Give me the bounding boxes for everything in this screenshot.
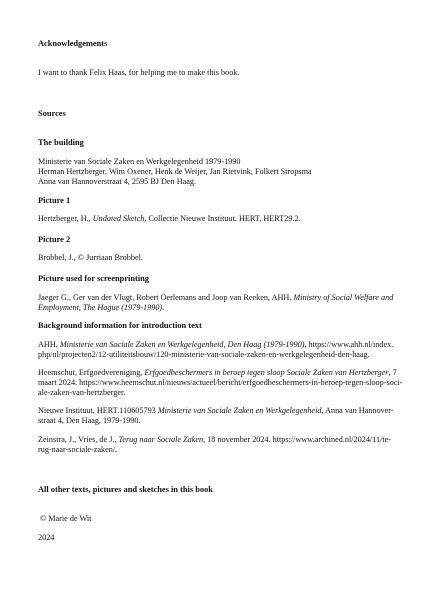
sources-heading: Sources xyxy=(38,109,66,118)
screenprint-credit xyxy=(38,293,394,313)
other-credits-heading: All other texts, pictures and sketches in this book xyxy=(38,485,213,494)
ref-title: Terug naar Sociale Zaken xyxy=(118,435,204,444)
background-ref-heemschut xyxy=(38,368,403,399)
ref-prefix: Heemschut, Erfgoedvereniging, xyxy=(38,368,145,377)
building-line: Anna van Hannoverstraat 4, 2595 BJ Den Haag. xyxy=(38,177,197,187)
building-heading: The building xyxy=(38,138,84,147)
screenprint-title: Employment, The Hague (1979-1990) xyxy=(38,303,163,313)
ref-line: maart 2024. https://www.heemschut.nl/nieuws/actueel/bericht/erfgoedbeschermers-in-beroep-tegen-sloop-soci- xyxy=(38,378,403,388)
picture2-heading: Picture 2 xyxy=(38,235,71,244)
screenprint-authors: Jaeger G., Ger van der Vlugt, Robert Oerlemans and Joop van Reeken, AHH. xyxy=(38,293,294,302)
ref-prefix: Zeinstra, J., Vries, de J., xyxy=(38,435,119,444)
ref-line: php/nl/projecten2/12-utiliteitsbouw/120-ministerie-van-sociale-zaken-en-werkgelegenheid-den-haag. xyxy=(38,350,370,360)
picture1-credit xyxy=(38,214,394,224)
ref-line: ale-zaken-van-hertzberger. xyxy=(38,388,126,398)
picture1-rest: , Collectie Nieuwe Instituut. HERT, HERT29.2. xyxy=(144,214,301,223)
ref-title: Ministerie van Sociale Zaken en Werkgelegenheid, Den Haag (1979-1990) xyxy=(59,340,305,349)
background-ref-ahh xyxy=(38,340,394,360)
ref-title: Erfgoedbeschermers in beroep tegen sloop Sociale Zaken van Hertzberger xyxy=(144,368,389,377)
picture1-title: Undated Sketch xyxy=(92,214,145,223)
background-ref-nieuwe-instituut xyxy=(38,406,394,426)
background-heading: Background information for introduction text xyxy=(38,321,202,330)
picture1-author: Hertzberger, H., xyxy=(38,214,93,223)
ref-rest: , Anna van Hannover- xyxy=(321,406,394,415)
ref-rest: , 18 november 2024. https://www.archined.nl/2024/11/te- xyxy=(203,435,391,444)
ref-line: rug-naar-sociale-zaken/. xyxy=(38,445,118,455)
picture1-heading: Picture 1 xyxy=(38,196,71,205)
copyright-notice: © Marie de Wit xyxy=(40,514,92,523)
acknowledgements-heading: Acknowledgements xyxy=(38,39,108,48)
building-line: Herman Hertzberger, Wim Oxener, Henk de Weijer, Jan Rietvink, Folkert Stropsma xyxy=(38,167,312,177)
ref-rest: , 7 xyxy=(388,368,397,377)
ref-prefix: Nieuwe Instituut, HERT.110605793 xyxy=(38,406,158,415)
acknowledgements-text: I want to thank Felix Haas, for helping me to make this book. xyxy=(38,68,240,77)
background-ref-archined xyxy=(38,435,394,455)
picture2-credit: Brobbel, J., © Jurriaan Brobbel. xyxy=(38,253,143,262)
ref-prefix: AHH, xyxy=(38,340,60,349)
ref-line: straat 4, Den Haag, 1979-1990. xyxy=(38,416,141,426)
ref-title: Ministerie van Sociale Zaken en Werkgelegenheid xyxy=(157,406,322,415)
screenprint-title: Ministry of Social Welfare and xyxy=(293,293,394,302)
copyright-year: 2024 xyxy=(38,533,55,542)
screenprint-end: . xyxy=(162,303,165,313)
building-info xyxy=(38,157,394,188)
building-line: Ministerie van Sociale Zaken en Werkgelegenheid 1979-1990 xyxy=(38,157,241,166)
screenprint-heading: Picture used for screenprinting xyxy=(38,274,149,283)
ref-rest: , https://www.ahh.nl/index. xyxy=(304,340,394,349)
